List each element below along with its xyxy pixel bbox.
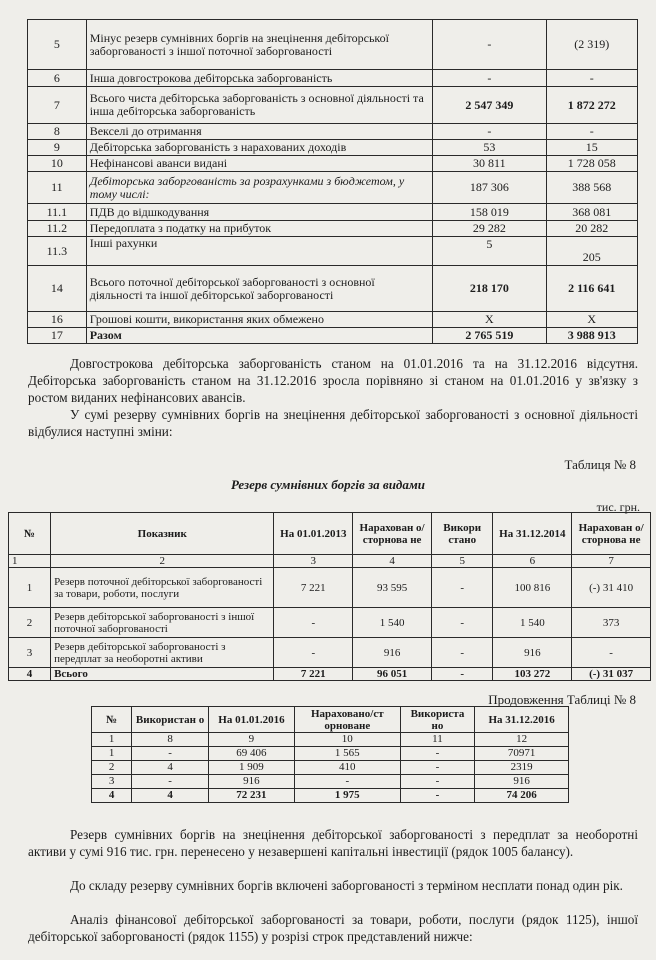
- table-row: 4 Всього 7 221 96 051 - 103 272 (-) 31 037: [9, 668, 651, 681]
- table-row: 17 Разом 2 765 519 3 988 913: [28, 328, 638, 344]
- paragraph-longterm: Довгострокова дебіторська заборгованість станом на 01.01.2016 та на 31.12.2016 відсутня. Дебіторська заборгованість станом на 31.12.2016 зросла порівняно зі станом на 01.01.2016 у зв'язку з ростом виданих нефінансових авансів.: [28, 356, 638, 405]
- receivables-table: [27, 19, 638, 344]
- table-row: 5 Мінус резерв сумнівних боргів на знецінення дебіторської заборгованості з іншої поточної заборгованості - (2 319): [28, 20, 638, 70]
- table-row: 8 Векселі до отримання - -: [28, 124, 638, 140]
- table-title: Резерв сумнівних боргів за видами: [230, 477, 426, 492]
- reserve-continuation-table: [91, 706, 569, 803]
- table-row: 4 4 72 231 1 975 - 74 206: [92, 789, 569, 803]
- paragraph-prepayments: Резерв сумнівних боргів на знецінення дебіторської заборгованості з передплат за необоротні активи у сумі 916 тис. грн. перенесено у незавершені капітальні інвестиції (рядок 1005 балансу).: [28, 827, 638, 859]
- table-row: 7 Всього чиста дебіторська заборгованість з основної діяльності та інша дебіторська заборгованість 2 547 349 1 872 272: [28, 87, 638, 124]
- paragraph-analysis: Аналіз фінансової дебіторської заборгованості за товари, роботи, послуги (рядок 1125), іншої дебіторської заборгованості (рядок 1155) у розрізі строк представлений нижче:: [28, 912, 638, 944]
- units-label: тис. грн.: [596, 500, 640, 514]
- reserve-table: [8, 512, 651, 681]
- table-row: 11.3 Інші рахунки 5 205: [28, 237, 638, 266]
- paragraph-reserve-changes: У сумі резерву сумнівних боргів на знецінення дебіторської заборгованості з основної діяльності відбулися наступні зміни:: [28, 407, 638, 439]
- table-row: 3 - 916 - - 916: [92, 775, 569, 789]
- table-row: 2 4 1 909 410 - 2319: [92, 761, 569, 775]
- table-row: 1 Резерв поточної дебіторської заборгованості за товари, роботи, послуги 7 221 93 595 - 100 816 (-) 31 410: [9, 568, 651, 608]
- table-row: 14 Всього поточної дебіторської заборгованості з основної діяльності та іншої дебіторської заборгованості 218 170 2 116 641: [28, 266, 638, 312]
- paragraph-overdue: До складу резерву сумнівних боргів включені заборгованості з терміном несплати понад один рік.: [70, 878, 623, 893]
- table-continuation: Продовження Таблиці № 8: [488, 692, 636, 707]
- table-row: 1 8 9 10 11 12: [92, 733, 569, 747]
- table-row: 1 2 3 4 5 6 7: [9, 555, 651, 568]
- table-row: 2 Резерв дебіторської заборгованості з іншої поточної заборгованості - 1 540 - 1 540 373: [9, 608, 651, 638]
- table-row: 9 Дебіторська заборгованість з нарахованих доходів 53 15: [28, 140, 638, 156]
- table-row: 11.1 ПДВ до відшкодування 158 019 368 081: [28, 204, 638, 221]
- table-header-row: № Показник На 01.01.2013 Нарахован о/сторнова не Викори стано На 31.12.2014 Нарахован о/сторнова не: [9, 513, 651, 555]
- table-row: 16 Грошові кошти, використання яких обмежено X X: [28, 312, 638, 328]
- table-row: 11 Дебіторська заборгованість за розрахунками з бюджетом, у тому числі: 187 306 388 568: [28, 172, 638, 204]
- table-row: 11.2 Передоплата з податку на прибуток 29 282 20 282: [28, 221, 638, 237]
- table-row: 1 - 69 406 1 565 - 70971: [92, 747, 569, 761]
- table-row: 6 Інша довгострокова дебіторська заборгованість - -: [28, 70, 638, 87]
- table-header-row: № Використан о На 01.01.2016 Нараховано/ст орноване Використа но На 31.12.2016: [92, 707, 569, 733]
- table-row: 10 Нефінансові аванси видані 30 811 1 728 058: [28, 156, 638, 172]
- table-row: 3 Резерв дебіторської заборгованості з передплат за необоротні активи - 916 - 916 -: [9, 638, 651, 668]
- table-number: Таблиця № 8: [564, 457, 636, 472]
